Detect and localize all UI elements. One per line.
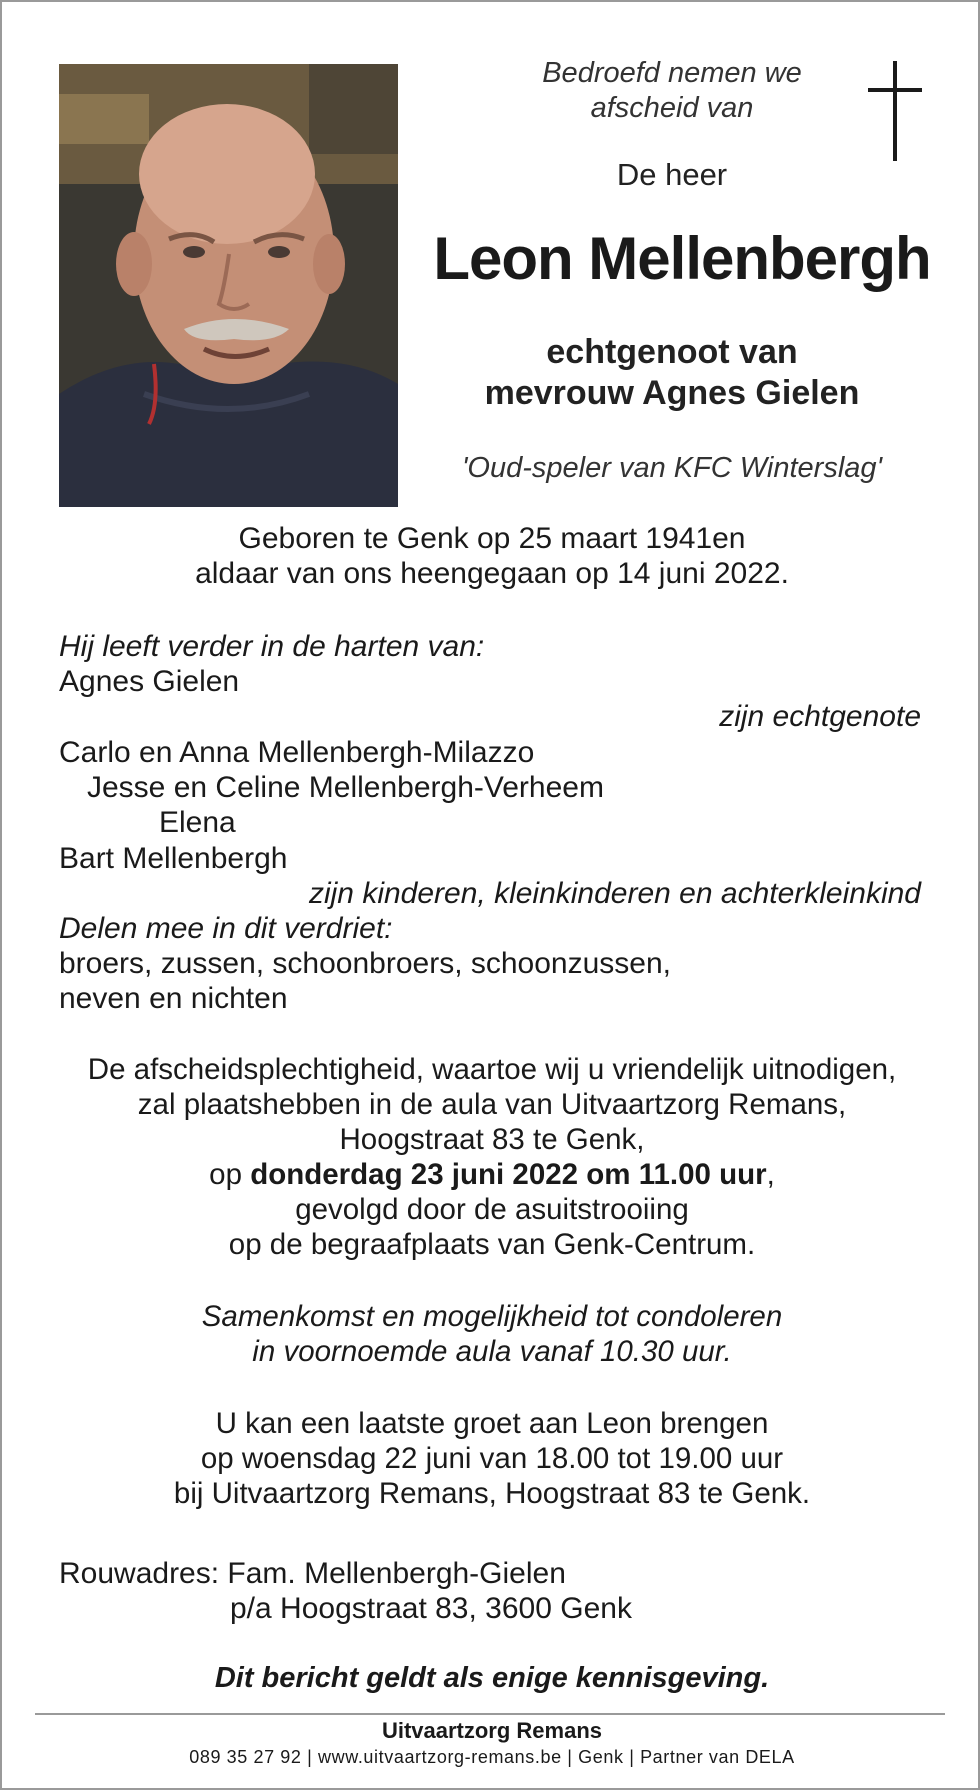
children-role: zijn kinderen, kleinkinderen en achterkleinkind [308,877,921,910]
ceremony-date: donderdag 23 juni 2022 om 11.00 uur [250,1158,767,1192]
spouse-line-2: mevrouw Agnes Gielen [484,373,860,412]
ceremony-line-6: op de begraafplaats van Genk-Centrum. [228,1228,756,1262]
address-line-1: Rouwadres: Fam. Mellenbergh-Gielen [59,1557,566,1590]
ceremony-date-suffix: , [766,1158,775,1192]
birth-line-1: Geboren te Genk op 25 maart 1941en [238,522,746,555]
relatives-line-2: neven en nichten [59,982,288,1015]
visitation-text [42,1406,942,1511]
visitation-line-1: U kan een laatste groet aan Leon brengen [215,1407,769,1440]
quote: 'Oud-speler van KFC Winterslag' [461,452,883,484]
share-heading: Delen mee in dit verdriet: [59,912,393,945]
birth-death-text [102,521,882,591]
survivor-spouse-name: Agnes Gielen [59,665,240,698]
birth-line-2: aldaar van ons heengegaan op 14 juni 2022. [195,557,789,591]
title: De heer [616,157,728,192]
ceremony-line-3: Hoogstraat 83 te Genk, [339,1123,645,1157]
visitation-line-2: op woensdag 22 juni van 18.00 tot 19.00 uur [200,1442,784,1476]
grandchild-1: Jesse en Celine Mellenbergh-Verheem [87,771,604,804]
ceremony-text [42,1052,942,1263]
spouse-line [442,332,902,414]
footer-divider [35,1713,945,1715]
deceased-name: Leon Mellenbergh [433,225,931,292]
portrait-photo [59,64,398,507]
relatives-line-1: broers, zussen, schoonbroers, schoonzussen, [59,947,671,980]
ceremony-date-prefix: op [209,1158,251,1192]
ceremony-date-line [42,1157,942,1192]
spouse-line-1: echtgenoot van [546,333,798,371]
survivor-spouse-role: zijn echtgenote [719,700,921,733]
intro-line-2: afscheid van [590,91,754,124]
great-grandchild-1: Elena [159,806,236,839]
intro-line-1: Bedroefd nemen we [542,57,802,89]
child-1: Carlo en Anna Mellenbergh-Milazzo [59,736,535,769]
ceremony-line-1: De afscheidsplechtigheid, waartoe wij u vriendelijk uitnodigen, [87,1053,897,1086]
footer-company: Uitvaartzorg Remans [381,1718,603,1743]
child-2: Bart Mellenbergh [59,842,288,875]
intro-text [472,56,872,125]
survivors-heading: Hij leeft verder in de harten van: [59,630,485,663]
ceremony-line-5: gevolgd door de asuitstrooiing [295,1193,689,1227]
address-line-2: p/a Hoogstraat 83, 3600 Genk [230,1592,632,1625]
condolence-line-2: in voornoemde aula vanaf 10.30 uur. [252,1335,732,1369]
closing-statement: Dit bericht geldt als enige kennisgeving. [214,1662,770,1694]
visitation-line-3: bij Uitvaartzorg Remans, Hoogstraat 83 te Genk. [173,1477,811,1511]
cross-icon [868,61,922,161]
condolence-text [42,1299,942,1369]
footer-contact: 089 35 27 92 | www.uitvaartzorg-remans.be | Genk | Partner van DELA [189,1747,795,1767]
condolence-line-1: Samenkomst en mogelijkheid tot condoleren [201,1300,783,1333]
ceremony-line-2: zal plaatshebben in de aula van Uitvaartzorg Remans, [137,1088,847,1122]
